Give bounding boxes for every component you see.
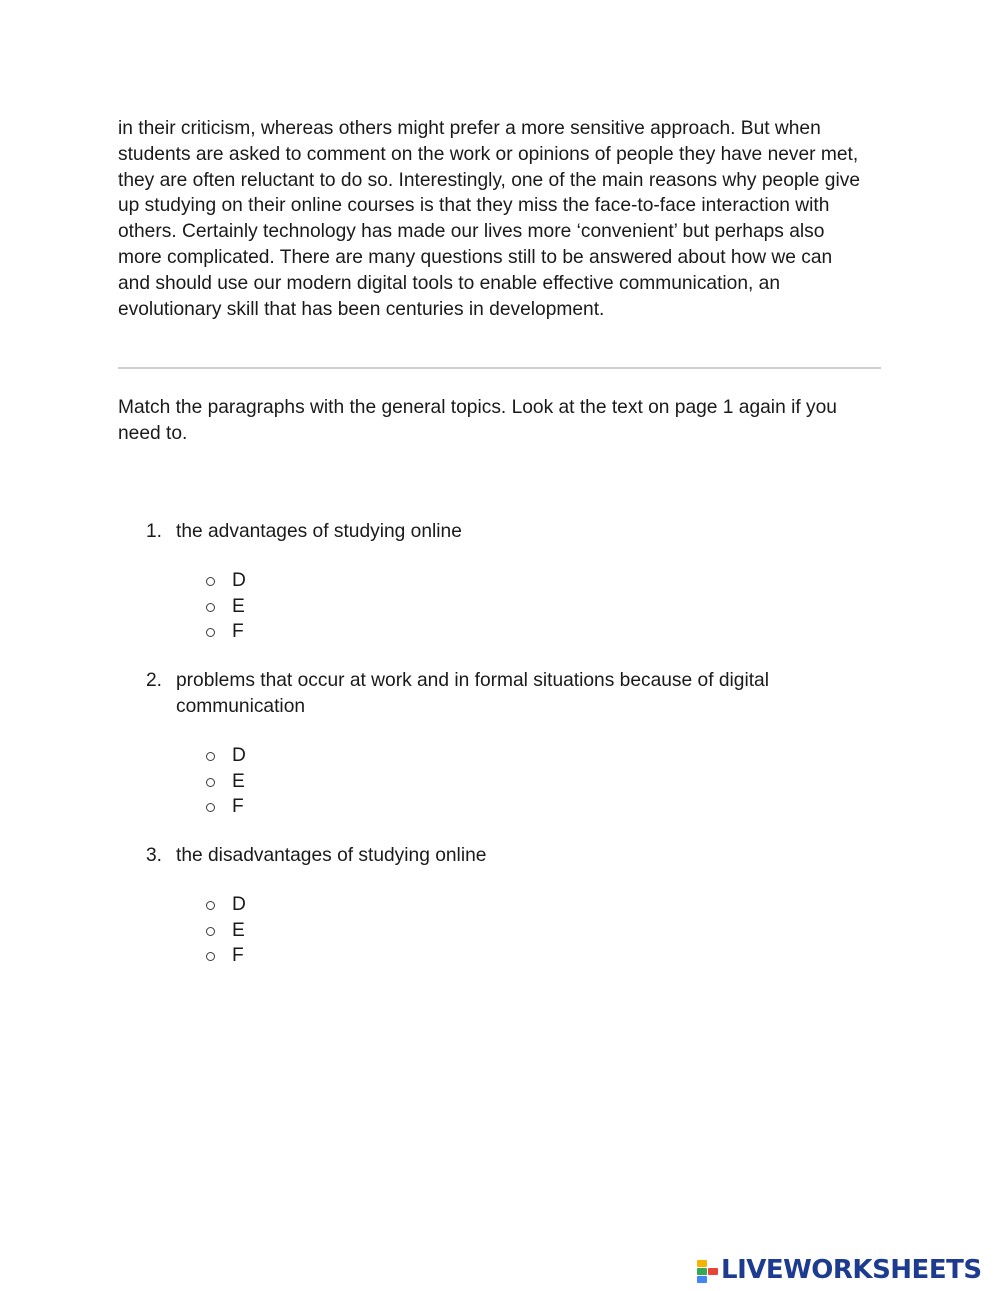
- radio-circle-icon[interactable]: [206, 778, 215, 787]
- liveworksheets-logo: [697, 1255, 982, 1285]
- radio-circle-icon[interactable]: [206, 927, 215, 936]
- option-d[interactable]: [205, 568, 246, 594]
- question-text-line: the advantages of studying online: [176, 521, 462, 542]
- question-text-line: the disadvantages of studying online: [176, 845, 487, 866]
- logo-block: [697, 1276, 707, 1283]
- paragraph-line: up studying on their online courses is that they miss the face-to-face interaction with: [118, 195, 830, 217]
- paragraph-line: evolutionary skill that has been centuries in development.: [118, 298, 605, 320]
- radio-circle-icon[interactable]: [206, 603, 215, 612]
- option-f[interactable]: [205, 619, 246, 645]
- instructions: [118, 395, 888, 447]
- question-text: [176, 519, 906, 545]
- option-label: F: [232, 796, 244, 818]
- logo-blocks-icon: [697, 1258, 719, 1282]
- question-number: 2.: [146, 670, 163, 691]
- option-label: E: [232, 919, 245, 941]
- option-label: E: [232, 595, 245, 617]
- logo-block: [697, 1260, 707, 1267]
- paragraph-line: they are often reluctant to do so. Interestingly, one of the main reasons why people give: [118, 169, 861, 191]
- question-text-line: communication: [176, 695, 306, 717]
- option-f[interactable]: [205, 943, 246, 969]
- brand-wordmark: LIVEWORKSHEETS: [721, 1255, 982, 1285]
- option-e[interactable]: [205, 594, 246, 620]
- reading-paragraph: [118, 116, 888, 322]
- option-label: D: [232, 894, 246, 915]
- radio-circle-icon[interactable]: [206, 628, 215, 637]
- logo-block: [697, 1268, 707, 1275]
- option-e[interactable]: [205, 769, 246, 795]
- section-divider: [118, 367, 881, 369]
- option-d[interactable]: [205, 892, 246, 918]
- option-label: D: [232, 570, 246, 591]
- radio-circle-icon[interactable]: [206, 952, 215, 961]
- option-label: F: [232, 945, 244, 967]
- question-2: [146, 668, 906, 719]
- paragraph-line: and should use our modern digital tools to enable effective communication, an: [118, 272, 781, 294]
- paragraph-line: more complicated. There are many questions still to be answered about how we can: [118, 246, 833, 268]
- question-1-options: [205, 568, 246, 645]
- logo-block: [708, 1268, 718, 1275]
- paragraph-line: others. Certainly technology has made our lives more ‘convenient’ but perhaps also: [118, 221, 825, 243]
- option-f[interactable]: [205, 794, 246, 820]
- paragraph-line: students are asked to comment on the work or opinions of people they have never met,: [118, 143, 859, 165]
- instructions-line: Match the paragraphs with the general topics. Look at the text on page 1 again if you: [118, 397, 837, 418]
- option-d[interactable]: [205, 743, 246, 769]
- question-2-options: [205, 743, 246, 820]
- question-1: [146, 519, 906, 545]
- radio-circle-icon[interactable]: [206, 901, 215, 910]
- radio-circle-icon[interactable]: [206, 803, 215, 812]
- paragraph-line: in their criticism, whereas others might prefer a more sensitive approach. But when: [118, 118, 821, 139]
- question-text: [176, 668, 906, 719]
- radio-circle-icon[interactable]: [206, 577, 215, 586]
- instructions-line: need to.: [118, 423, 188, 444]
- option-label: F: [232, 621, 244, 643]
- option-label: D: [232, 745, 246, 766]
- radio-circle-icon[interactable]: [206, 752, 215, 761]
- question-text: [176, 843, 906, 869]
- question-3: [146, 843, 906, 869]
- option-e[interactable]: [205, 918, 246, 944]
- question-number: 1.: [146, 521, 163, 542]
- question-text-line: problems that occur at work and in formal situations because of digital: [176, 670, 769, 691]
- question-number: 3.: [146, 845, 163, 866]
- question-3-options: [205, 892, 246, 969]
- option-label: E: [232, 770, 245, 792]
